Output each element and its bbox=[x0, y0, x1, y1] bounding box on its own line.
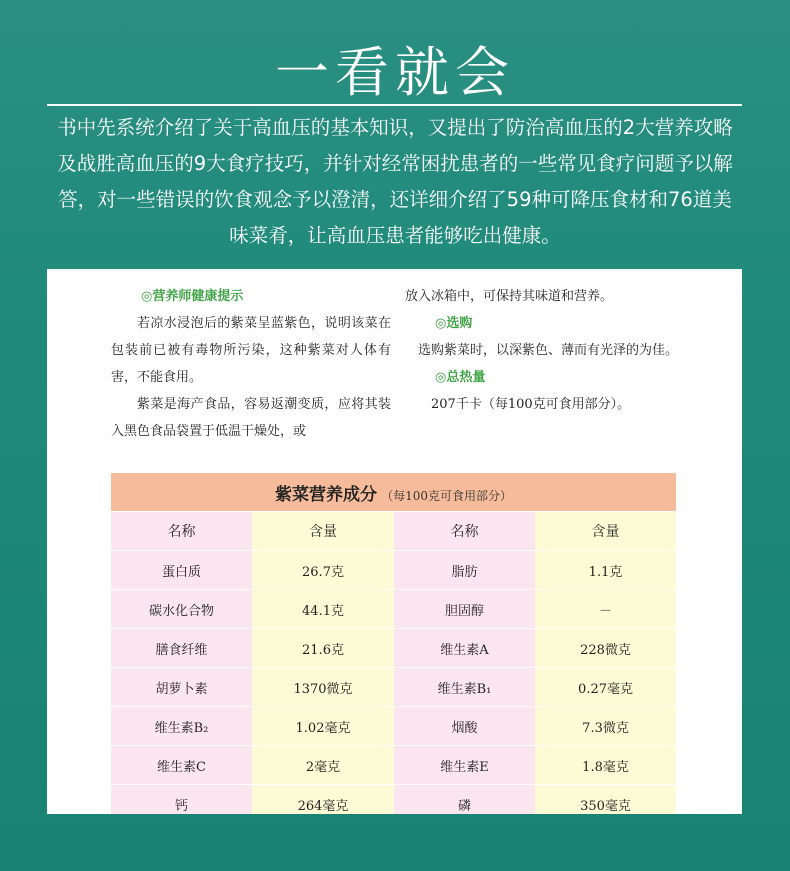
buy-heading: ◎选购 bbox=[435, 316, 473, 331]
header-name-2: 名称 bbox=[394, 512, 535, 551]
calorie-heading: ◎总热量 bbox=[435, 370, 486, 385]
nutrient-amount: 26.7克 bbox=[252, 551, 394, 590]
nutrient-name: 维生素B₁ bbox=[394, 668, 535, 707]
nutrient-name: 磷 bbox=[394, 785, 535, 815]
nutrient-name: 维生素A bbox=[394, 629, 535, 668]
nutrient-amount: 21.6克 bbox=[252, 629, 394, 668]
nutrient-name: 胆固醇 bbox=[394, 590, 535, 629]
nutrient-name: 膳食纤维 bbox=[111, 629, 252, 668]
tip-paragraph-2: 紫菜是海产食品，容易返潮变质，应将其装入黑色食品袋置于低温干燥处，或 bbox=[111, 397, 391, 439]
nutrient-name: 胡萝卜素 bbox=[111, 668, 252, 707]
nutrient-amount: － bbox=[535, 590, 676, 629]
nutrient-amount: 44.1克 bbox=[252, 590, 394, 629]
table-row bbox=[111, 629, 676, 668]
table-subtitle: （每100克可食用部分） bbox=[381, 488, 513, 503]
nutrient-name: 维生素C bbox=[111, 746, 252, 785]
nutrient-amount: 1.8毫克 bbox=[535, 746, 676, 785]
nutrient-amount: 7.3微克 bbox=[535, 707, 676, 746]
table-row bbox=[111, 551, 676, 590]
nutrient-name: 脂肪 bbox=[394, 551, 535, 590]
nutrient-name: 碳水化合物 bbox=[111, 590, 252, 629]
table-row bbox=[111, 668, 676, 707]
nutrition-table bbox=[111, 473, 676, 814]
hero-divider bbox=[47, 104, 742, 106]
tip-heading: ◎营养师健康提示 bbox=[141, 289, 244, 304]
nutrient-amount: 1.1克 bbox=[535, 551, 676, 590]
nutrient-amount: 0.27毫克 bbox=[535, 668, 676, 707]
nutrient-name: 维生素B₂ bbox=[111, 707, 252, 746]
nutrient-name: 钙 bbox=[111, 785, 252, 815]
nutrient-amount: 228微克 bbox=[535, 629, 676, 668]
header-name-1: 名称 bbox=[111, 512, 252, 551]
table-row bbox=[111, 785, 676, 815]
hero-title: 一看就会 bbox=[275, 41, 515, 104]
storage-continuation: 放入冰箱中，可保持其味道和营养。 bbox=[405, 289, 614, 304]
nutrient-name: 蛋白质 bbox=[111, 551, 252, 590]
header-amount-1: 含量 bbox=[252, 512, 394, 551]
nutrient-amount: 1.02毫克 bbox=[252, 707, 394, 746]
left-column bbox=[111, 283, 391, 445]
nutrient-amount: 264毫克 bbox=[252, 785, 394, 815]
table-row bbox=[111, 707, 676, 746]
buy-paragraph: 选购紫菜时，以深紫色、薄而有光泽的为佳。 bbox=[418, 343, 679, 358]
tip-paragraph-1: 若凉水浸泡后的紫菜呈蓝紫色，说明该菜在包装前已被有毒物所污染，这种紫菜对人体有害，不能食用。 bbox=[111, 316, 391, 385]
book-page-card bbox=[47, 269, 742, 814]
nutrient-amount: 350毫克 bbox=[535, 785, 676, 815]
nutrient-name: 烟酸 bbox=[394, 707, 535, 746]
nutrient-amount: 2毫克 bbox=[252, 746, 394, 785]
table-title: 紫菜营养成分 bbox=[275, 484, 377, 505]
nutrient-name: 维生素E bbox=[394, 746, 535, 785]
header-amount-2: 含量 bbox=[535, 512, 676, 551]
calorie-paragraph: 207千卡（每100克可食用部分）。 bbox=[431, 397, 631, 412]
nutrition-table-title bbox=[111, 473, 676, 512]
intro-paragraph: 书中先系统介绍了关于高血压的基本知识，又提出了防治高血压的2大营养攻略及战胜高血压的9大食疗技巧，并针对经常困扰患者的一些常见食疗问题予以解答，对一些错误的饮食观念予以澄清，还详细介绍了59种可降压食材和76道美味菜肴，让高血压患者能够吃出健康。 bbox=[57, 116, 733, 247]
table-row bbox=[111, 746, 676, 785]
table-row bbox=[111, 590, 676, 629]
right-column bbox=[405, 283, 685, 418]
table-header-row bbox=[111, 512, 676, 551]
nutrient-amount: 1370微克 bbox=[252, 668, 394, 707]
